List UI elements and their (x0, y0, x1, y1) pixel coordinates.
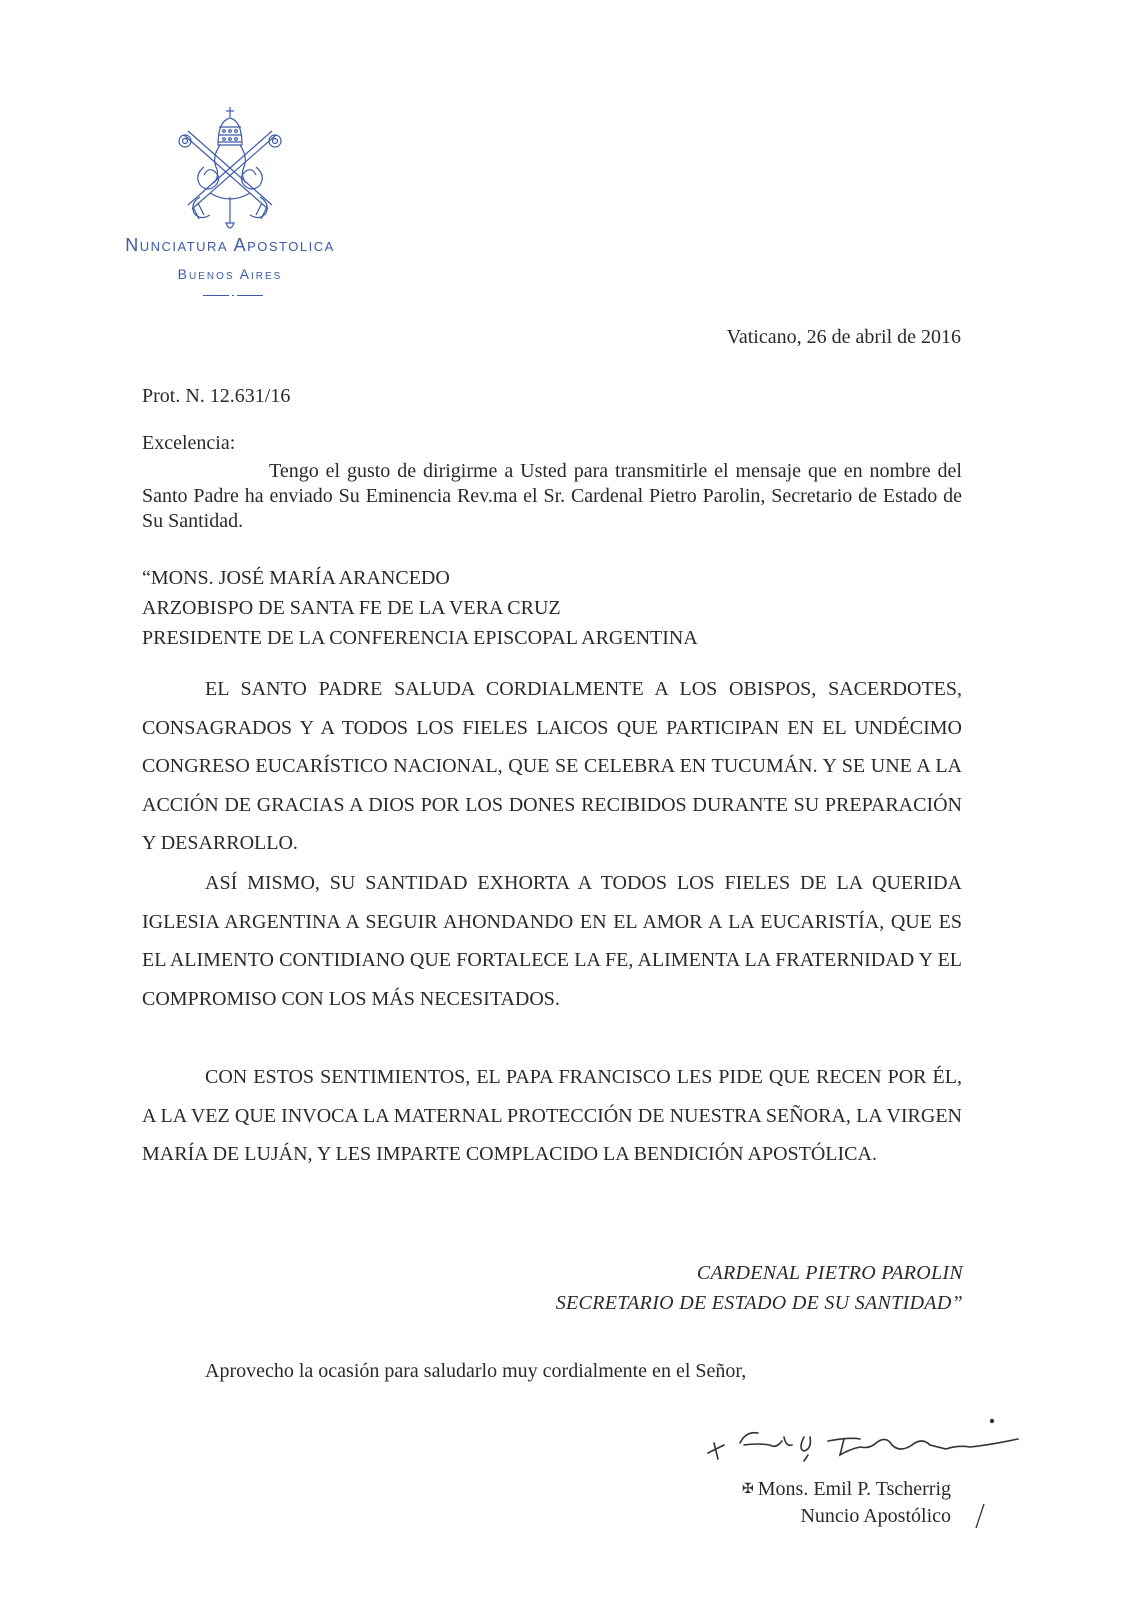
intro-paragraph (142, 459, 962, 534)
message-paragraph (142, 670, 962, 863)
closing-line: Aprovecho la ocasión para saludarlo muy cordialmente en el Señor, (205, 1360, 747, 1382)
pen-mark-icon (970, 1502, 990, 1530)
message-paragraph (142, 1058, 962, 1174)
letterhead-divider (203, 295, 263, 297)
message-paragraph (142, 864, 962, 1018)
message-paragraph-3-text: CON ESTOS SENTIMIENTOS, EL PAPA FRANCISCO LES PIDE QUE RECEN POR ÉL, A LA VEZ QUE INVOCA LA MATERNAL PROTECCIÓN DE NUESTRA SEÑORA, LA VIRGEN MARÍA DE LUJÁN, Y LES IMPARTE COMPLACIDO LA BENDICIÓN APOSTÓLICA. (142, 1066, 962, 1165)
signatory-title: SECRETARIO DE ESTADO DE SU SANTIDAD” (555, 1292, 963, 1314)
sender-block (742, 1476, 951, 1529)
message-paragraph-1-text: EL SANTO PADRE SALUDA CORDIALMENTE A LOS OBISPOS, SACERDOTES, CONSAGRADOS Y A TODOS LOS FIELES LAICOS QUE PARTICIPAN EN EL UNDÉCIMO CONGRESO EUCARÍSTICO NACIONAL, QUE SE CELEBRA EN TUCUMÁN. Y SE UNE A LA ACCIÓN DE GRACIAS A DIOS POR LOS DONES RECIBIDOS DURANTE SU PREPARACIÓN Y DESARROLLO. (142, 678, 962, 854)
cross-icon: ✠ (742, 1482, 754, 1497)
protocol-number: Prot. N. 12.631/16 (142, 385, 291, 407)
message-paragraph-2-text: ASÍ MISMO, SU SANTIDAD EXHORTA A TODOS LOS FIELES DE LA QUERIDA IGLESIA ARGENTINA A SEGUIR AHONDANDO EN EL AMOR A LA EUCARISTÍA, QUE ES EL ALIMENTO CONTIDIANO QUE FORTALECE LA FE, ALIMENTA LA FRATERNIDAD Y EL COMPROMISO CON LOS MÁS NECESITADOS. (142, 872, 962, 1010)
letterhead-institution: Nunciatura Apostolica (125, 235, 335, 255)
sender-title: Nuncio Apostólico (800, 1505, 951, 1527)
intro-paragraph-text: Tengo el gusto de dirigirme a Usted para transmitirle el mensaje que en nombre del Santo Padre ha enviado Su Eminencia Rev.ma el Sr. Cardenal Pietro Parolin, Secretario de Estado de Su Santidad. (142, 460, 962, 532)
addressee-role: PRESIDENTE DE LA CONFERENCIA EPISCOPAL ARGENTINA (142, 627, 698, 649)
date-line: Vaticano, 26 de abril de 2016 (726, 326, 961, 348)
message-signatory (556, 1258, 963, 1318)
letterhead-city: Buenos Aires (177, 266, 283, 282)
addressee-block (142, 563, 698, 653)
addressee-title: ARZOBISPO DE SANTA FE DE LA VERA CRUZ (142, 597, 561, 619)
addressee-name: “MONS. JOSÉ MARÍA ARANCEDO (142, 567, 450, 589)
handwritten-signature (700, 1415, 1040, 1470)
sender-name: Mons. Emil P. Tscherrig (757, 1478, 951, 1500)
signatory-name: CARDENAL PIETRO PAROLIN (696, 1262, 963, 1284)
salutation: Excelencia: (142, 432, 236, 454)
papal-coat-of-arms-icon (170, 105, 290, 233)
